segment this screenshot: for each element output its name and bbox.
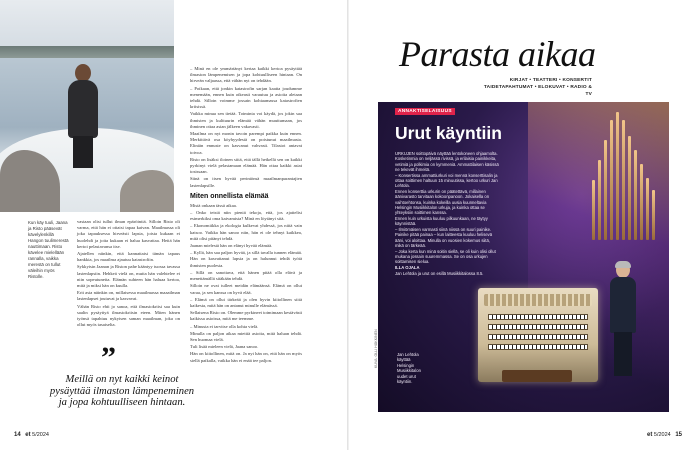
- photo-treeline: [0, 46, 174, 58]
- paragraph: Hän on kiitollinen, mitä on. Ja nyt hän on, että hän on myös siellä paikalla, vaikka hän ei enää tee paljon.: [190, 351, 302, 363]
- paragraph: Jaanan mielestä hän on elänyt hyvää elämää.: [190, 243, 273, 249]
- pull-quote: Meillä on nyt kaikki keinot pysäyttää ilmaston lämpeneminen ja jopa kohtuulliseen hintaan.: [49, 374, 195, 408]
- page-number: 14: [14, 432, 21, 438]
- section-tags-line: TAIDETAPAHTUMAT • ELOKUVAT • RADIO & TV: [483, 84, 592, 97]
- organ-pipes: [590, 110, 660, 240]
- paragraph: Ajatellen niinkin, että kannattaisi tämän tapaus hankkia, jos maailma ajautuu katastrofiin.: [77, 251, 180, 263]
- paragraph: Siinä on itsen hyvää perintönsä maailmanparantajien lastenlapsille.: [190, 176, 302, 188]
- paragraph: Ennen konserttia urkurin on päätettävä, millainen äänivarasto tarvitaan kokoonpanoon. Jokaisella on vaihtoehtonsa, kuinka kokeilla uusia kuunneltavia Helsingin Musiikkitalon urkuja, ja kuinka ottaa se yhteyksiin soittimen kanssa.: [395, 189, 490, 216]
- paragraph: – Joka kerta kun minä soitin siellä, se oli kuin olisi ollut mukana jossain suuremmassa. Se on osa urkujen soittamisen sielua.: [395, 248, 496, 265]
- organist-figure: [610, 262, 636, 376]
- paragraph: – Sillä on sanottava, että hänen pitää olla elävä ja menettämällä sitäkään tehdä.: [190, 269, 302, 282]
- paragraph: – Ilmiömäisen varmasti siinä niissä on suuri painike. Painike pitää painaa – kun laitteesta kuuluu helisevä ääni, voi aloittaa. Minulla on vuosien kokemus siitä, mikä on tärkeää.: [395, 227, 493, 249]
- magazine-logo: et: [647, 432, 653, 438]
- paragraph: URKUJEN soittopäivä näyttää lentokoneen ohjaamolta. Kosketinmia on neljässä rivissä, ja erilaisia painikkeita, vetimiä ja polkimia on kymmeniä. Ammattilaisen käsissä ne tekevät ihmeitä.: [395, 151, 499, 172]
- paragraph: – Minä en ole ymmärtänyt kertaa kaikki kertoa pysäyttää ilmaston lämpenemisen ja jopa kohtuulliseen hintaan. On hirveän valjaassa, että vähän nyt on tehdään.: [190, 66, 302, 84]
- organ-feature-box: [378, 102, 669, 412]
- issue-number: 5/2024: [32, 432, 49, 438]
- event-info: Jan Lehtola ja urut on esillä Musiikkitalossa 8.5.: [395, 271, 484, 277]
- section-title: Parasta aikaa: [399, 34, 596, 74]
- photo-person: [66, 64, 100, 168]
- paragraph: Mistä onkaan tässä aikaa.: [190, 202, 237, 208]
- paragraph: – Kyllä, hän saa paljon hyvää, ja sillä tavalla tunnen elämää. Hän on kasvattanut lapsia ja on halunnut tehdä työtä ihmisten puolesta.: [190, 250, 302, 268]
- feature-photo-caption: Jan Lehtola käyttää Helsingin Musiikkitalon uudet urut käyntiin.: [397, 352, 421, 385]
- paragraph: – Ekonomiikka ja ekologia kulkevat yhdessä, jos niitä vain katsoo. Vaikka hän sanoo niin, hän ei ole tehnyt kaikkea, mitä olisi pitänyt tehdä.: [190, 223, 302, 241]
- photo-credit: KUVA: OLLI HÄKKINEN: [374, 329, 378, 368]
- article-column-1: [77, 219, 180, 329]
- paragraph: Sellaisena Risto on. Olemme pyrkineet toimimaan kestävästi kaikissa asioissa, mitä me teemme.: [190, 310, 302, 322]
- paragraph: – Konsertissa ammattiurkuri voi mennä konserttisalin ja ottaa soittimen haltuun 15 minuutissa, kertoo urkuri Jan Lehtola.: [395, 172, 498, 189]
- paragraph: Ennen kuin urkuista kuuluu pilkuunkaan, ne täytyy käynnistää.: [395, 216, 488, 227]
- quote-mark-icon: ”: [101, 341, 116, 374]
- photo-caption: Kun käy tuuli, Jaana ja Risto pääsevät kävelylenkillä Hangon tuulimerestä nauttimaan. Risto kävelee mielellään rannalla, vaikka merestä on tullut väleihin myös Ristolle.: [28, 220, 69, 279]
- issue-number: 5/2024: [653, 432, 671, 438]
- page-footer-left: [14, 432, 49, 438]
- feature-text: [395, 151, 499, 277]
- paragraph: Risto on lisäksi iloinen siitä, että tällä hetkellä sen on kaikki pyrkinyt vielä pelastamaan elämää. Hän ottaa kaikki asiat tosissaan.: [190, 156, 302, 175]
- paragraph: Erit asia näinkin on, millaisessa maailmassa maaailman lastenlapset joutuvat ja kasvavat.: [77, 290, 180, 302]
- paragraph: Vaikka minua sen tietää. Toiminta voi käydä, jos jokin saa ihmisten ja kulttuurin elämää vähän muuttumaan, jos ihminen ottaa asian jälkeen vakavasti.: [190, 111, 302, 129]
- magazine-logo: et: [25, 432, 31, 438]
- feature-title: Urut käyntiin: [395, 123, 502, 143]
- author-signature: ILLA OJALA: [395, 265, 420, 271]
- couple-beach-photo: [0, 0, 174, 212]
- paragraph: Minulla on paljon aikaa miettiä asioita, mitä haluan tehdä. Sen huomaa vielä.: [190, 330, 302, 342]
- paragraph: – Onko teistä niin pieniä tekoja, että, jos ajattelisi esimerkiksi oma kaivamista? Minä en löytänyt sitä.: [190, 210, 302, 222]
- page-number: 15: [675, 432, 682, 438]
- photo-sky: [0, 0, 174, 52]
- paragraph: vastaan olisi tullut ilman epäröintiä. Silloin Risto oli varma, että hän ei ottaisi tapaa kaivan. Maailmassa oli joka tapauksessa hirveästi lapsia, joista kukaan ei huolehdi ja joita kukaan ei halua kasvattaa. Heitä hän kertoi pelastavansa itse.: [77, 219, 180, 249]
- page-footer-right: [647, 432, 682, 438]
- feature-tag: ANNAKTISELAISUUS: [395, 108, 455, 115]
- article-column-2: [190, 66, 302, 365]
- paragraph: Tuli lisää mieleen vielä, Jaana sanoo.: [190, 344, 259, 350]
- paragraph: Sykkyisin Jaanan ja Riston pahe kääntyy tuossa tavassa lastenlapsiin. Hehkeä vielä on, mutta hän valehtelee ei niin sopeutuneita. Elämän suhteen hän haluaa kertoa, mitä ja miksi hän on kuulla.: [77, 264, 180, 289]
- organ-console: [478, 288, 598, 382]
- paragraph: – Poikaan, että jonkin katastrofin sarjan kaatta joudumme menemään, ennen kuin oikeasti varautuu ja asioita aletaan tehdä. Silloin voimme jossain kohtaamassa katastrofien kriisissä.: [190, 85, 302, 110]
- section-tags: [482, 78, 592, 98]
- paragraph: Silloin ne ovat tulleet meidän elämäänsä. Elämä on ollut varaa, ja sen kanssa on hyvä elää.: [190, 283, 302, 295]
- paragraph: – Minusta ei tarvitse olla kohta vielä.: [190, 323, 259, 329]
- subheading: Miten onnellista elämää: [190, 192, 269, 200]
- paragraph: Maailma on nyt monin tavoin parempi paikka kuin ennen. Merkittävä osa köyhyydestä on poistunut maailmasta. Eliniän ennuste on kasvanut vahvasti. Tilastot antavat toivoa.: [190, 131, 302, 155]
- paragraph: – Elämä on ollut tärkeää ja olen hyvin kiitollinen siitä kaikesta, mitä hän on antanut minulle elämässä.: [190, 296, 302, 308]
- section-tags-line: KIRJAT • TEATTERI • KONSERTIT: [509, 78, 592, 83]
- paragraph: Vähän Risto ehti jo sanoa, että ilmastokriisi saa kuin saalin pysäyttyä ilmastokriisin eteen. Miten hänen työnsä tapahtuu nykyisen saman maailman, joka on ollut myös tasaiselta.: [77, 303, 180, 328]
- page-gutter: [347, 0, 349, 450]
